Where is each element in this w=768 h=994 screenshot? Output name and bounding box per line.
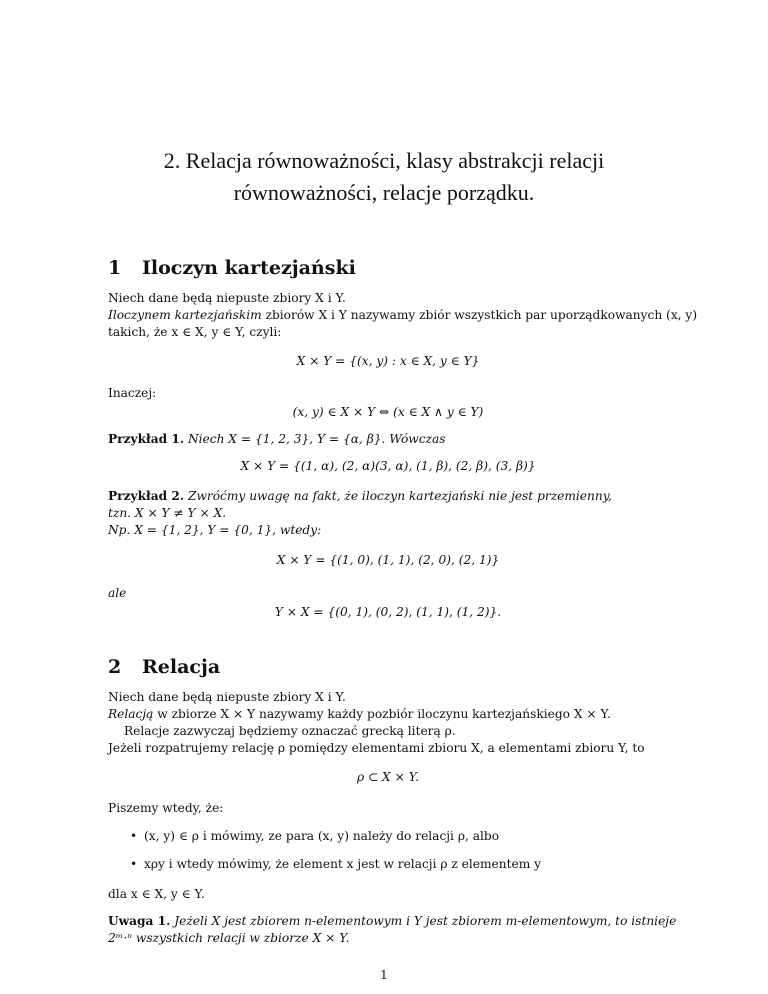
list-item <box>130 857 541 871</box>
section-number: 1 <box>108 257 122 279</box>
section-1-heading <box>108 257 356 279</box>
equation: X × Y = {(1, 0), (1, 1), (2, 0), (2, 1)} <box>276 553 500 567</box>
list-item <box>130 829 499 843</box>
paragraph: Inaczej: <box>108 386 157 400</box>
remark-text: Jeżeli X jest zbiorem n-elementowym i Y jest zbiorem m-elementowym, to istnieje <box>170 914 677 928</box>
title-line-1: 2. Relacja równoważności, klasy abstrakcji relacji <box>163 148 605 173</box>
example-text: Niech X = {1, 2, 3}, Y = {α, β}. Wówczas <box>184 432 446 446</box>
example-text: tzn. X × Y ≠ Y × X. <box>108 506 227 520</box>
example-text: Np. X = {1, 2}, Y = {0, 1}, wtedy: <box>108 523 322 537</box>
title-line-2: równoważności, relacje porządku. <box>233 180 535 205</box>
emphasis-term: Iloczynem kartezjańskim <box>108 308 262 322</box>
remark-1 <box>108 913 677 930</box>
page-number: 1 <box>380 968 388 982</box>
example-label: Przykład 1. <box>108 432 185 446</box>
list-item-text: xρy i wtedy mówimy, że element x jest w relacji ρ z elementem y <box>144 857 542 871</box>
paragraph: Jeżeli rozpatrujemy relację ρ pomiędzy elementami zbioru X, a elementami zbioru Y, to <box>108 741 645 755</box>
document-title <box>60 145 708 209</box>
paragraph: takich, że x ∈ X, y ∈ Y, czyli: <box>108 325 282 339</box>
example-1 <box>108 431 668 448</box>
equation: ρ ⊂ X × Y. <box>356 770 420 784</box>
section-number: 2 <box>108 656 122 678</box>
paragraph: Relacje zazwyczaj będziemy oznaczać grecką literą ρ. <box>124 724 456 738</box>
equation: X × Y = {(1, α), (2, α)(3, α), (1, β), (2, β), (3, β)} <box>240 459 536 473</box>
section-title: Iloczyn kartezjański <box>142 257 356 279</box>
example-label: Przykład 2. <box>108 489 185 503</box>
paragraph-text: w zbiorze X × Y nazywamy każdy pozbiór iloczynu kartezjańskiego X × Y. <box>153 707 611 721</box>
paragraph-text: zbiorów X i Y nazywamy zbiór wszystkich par uporządkowanych (x, y) <box>261 308 698 322</box>
paragraph: Piszemy wtedy, że: <box>108 801 224 815</box>
example-2 <box>108 488 668 505</box>
equation: X × Y = {(x, y) : x ∈ X, y ∈ Y} <box>296 354 480 368</box>
emphasis-term: Relacją <box>108 707 154 721</box>
paragraph <box>108 307 698 324</box>
paragraph: ale <box>108 586 127 600</box>
paragraph: Niech dane będą niepuste zbiory X i Y. <box>108 690 346 704</box>
example-text: Zwróćmy uwagę na fakt, że iloczyn kartezjański nie jest przemienny, <box>184 489 612 503</box>
remark-text: 2ᵐ·ⁿ wszystkich relacji w zbiorze X × Y. <box>108 931 350 945</box>
bullet-icon: • <box>130 829 138 843</box>
section-2-heading <box>108 656 220 678</box>
paragraph <box>108 706 668 723</box>
list-item-text: (x, y) ∈ ρ i mówimy, ze para (x, y) należy do relacji ρ, albo <box>144 829 500 843</box>
equation: (x, y) ∈ X × Y ⇔ (x ∈ X ∧ y ∈ Y) <box>292 405 484 419</box>
paragraph: Niech dane będą niepuste zbiory X i Y. <box>108 291 346 305</box>
bullet-icon: • <box>130 857 138 871</box>
equation: Y × X = {(0, 1), (0, 2), (1, 1), (1, 2)}. <box>274 605 502 619</box>
section-title: Relacja <box>142 656 221 678</box>
remark-label: Uwaga 1. <box>108 914 171 928</box>
paragraph: dla x ∈ X, y ∈ Y. <box>108 887 205 901</box>
